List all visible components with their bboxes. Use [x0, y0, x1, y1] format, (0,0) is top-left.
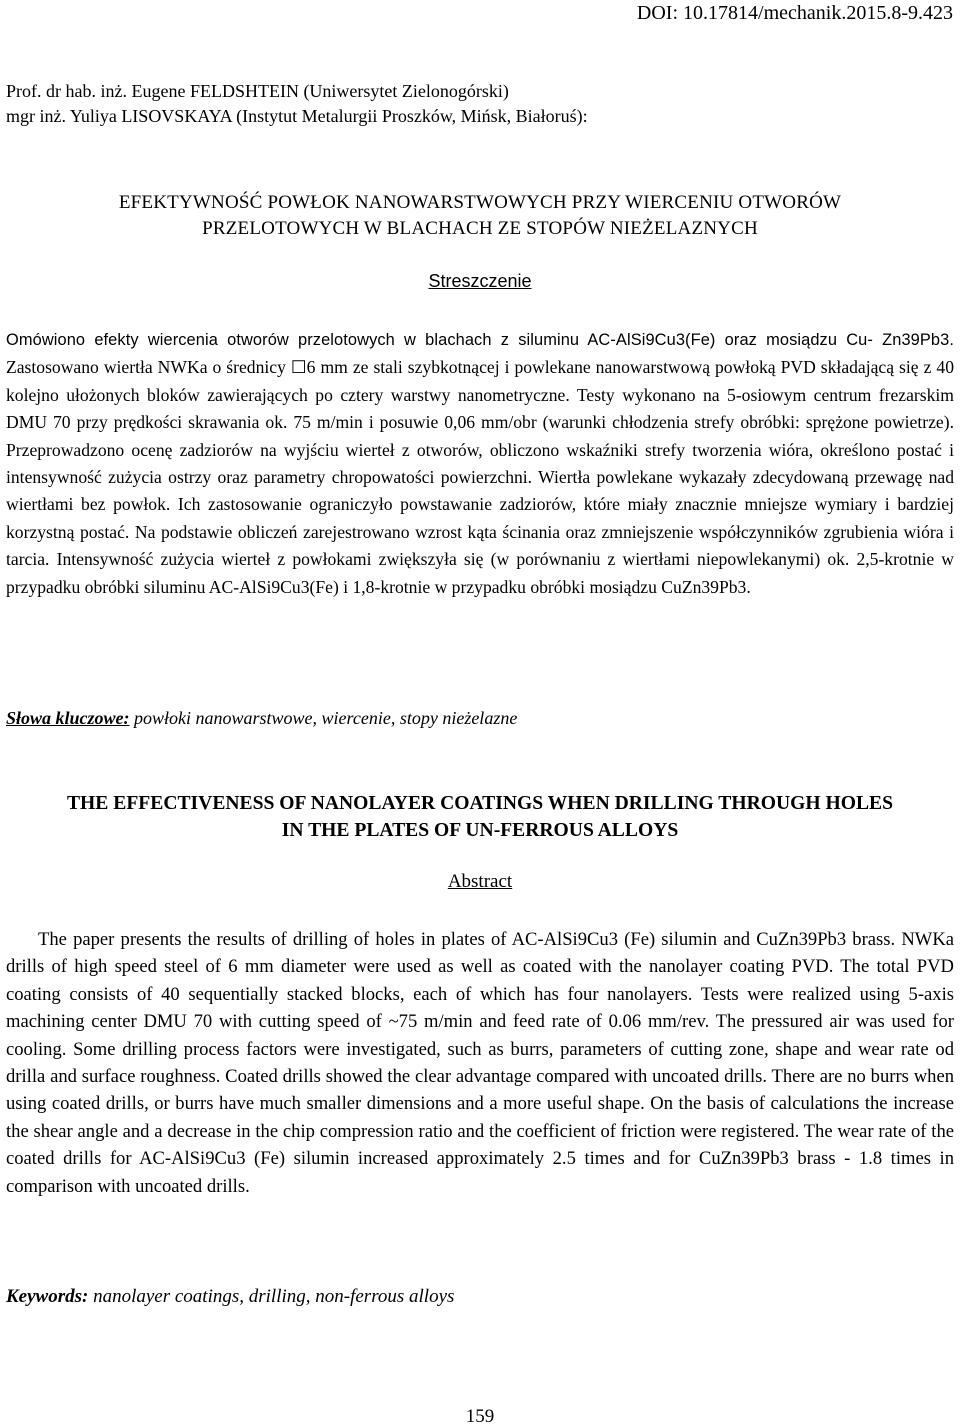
- author-2: mgr inż. Yuliya LISOVSKAYA (Instytut Metalurgii Proszków, Mińsk, Białoruś):: [6, 106, 588, 126]
- english-title-line-2: IN THE PLATES OF UN-FERROUS ALLOYS: [281, 820, 679, 841]
- polish-title-line-2: PRZELOTOWYCH W BLACHACH ZE STOPÓW NIEŻELAZNYCH: [202, 218, 758, 239]
- author-list: [6, 79, 588, 129]
- english-title-line-1: THE EFFECTIVENESS OF NANOLAYER COATINGS WHEN DRILLING THROUGH HOLES: [66, 793, 894, 814]
- polish-abstract-heading: Streszczenie: [428, 271, 532, 291]
- english-title: [0, 790, 960, 844]
- polish-title: [0, 190, 960, 242]
- page-number: 159: [465, 1406, 495, 1427]
- polish-keywords: [6, 708, 517, 729]
- polish-title-line-1: EFEKTYWNOŚĆ POWŁOK NANOWARSTWOWYCH PRZY WIERCENIU OTWORÓW: [118, 192, 842, 213]
- polish-abstract-part-2: Zastosowano wiertła NWKa o średnicy ☐​6 mm ze stali szybkotnącej i powlekane nanowarstwową powłoką PVD składającą się z 40 kolejno ułożonych bloków zawierających po cztery warstwy nanometryczne. Testy wykonano na 5-osiowym centrum frezarskim DMU 70 przy prędkości skrawania ok. 75 m/min i posuwie 0,06 mm/obr (warunki chłodzenia strefy obróbki: sprężone powietrze). Przeprowadzono ocenę zadziorów na wyjściu wierteł z otworów, obliczono wskaźniki strefy tworzenia wióra, określono postać i intensywność zużycia ostrzy oraz parametry chropowatości powierzchni. Wiertła powlekane wykazały zdecydowaną przewagę nad wiertłami bez powłok. Ich zastosowanie ograniczyło powstawanie zadziorów, które miały znacznie mniejsze wymiary i bardziej korzystną postać. Na podstawie obliczeń zarejestrowano wzrost kąta ścinania oraz zmniejszenie współczynników zgrubienia wióra i tarcia. Intensywność zużycia wierteł z powłokami zwiększyła się (w porównaniu z wiertłami niepowlekanymi) ok. 2,5-krotnie w przypadku obróbki siluminu AC-AlSi9Cu3(Fe) i 1,8-krotnie w przypadku obróbki mosiądzu CuZn39Pb3.: [6, 357, 954, 597]
- doi-header: DOI: 10.17814/mechanik.2015.8-9.423: [636, 2, 953, 24]
- polish-keywords-label: Słowa kluczowe:: [6, 708, 130, 728]
- polish-keywords-value: powłoki nanowarstwowe, wiercenie, stopy nieżelazne: [129, 708, 518, 728]
- polish-abstract-part-1: Omówiono efekty wiercenia otworów przelotowych w blachach z siluminu AC-AlSi9Cu3(Fe) oraz mosiądzu Cu- Zn39Pb3.: [6, 331, 954, 349]
- english-keywords-value: nanolayer coatings, drilling, non-ferrous alloys: [88, 1286, 455, 1307]
- polish-abstract: [6, 326, 954, 601]
- author-1: Prof. dr hab. inż. Eugene FELDSHTEIN (Uniwersytet Zielonogórski): [6, 81, 509, 101]
- english-abstract-heading: Abstract: [447, 871, 513, 892]
- english-keywords-label: Keywords:: [6, 1286, 89, 1307]
- english-abstract: The paper presents the results of drilling of holes in plates of AC-AlSi9Cu3 (Fe) silumin and CuZn39Pb3 brass. NWKa drills of high speed steel of 6 mm diameter were used as well as coated with the nanolayer coating PVD. The total PVD coating consists of 40 sequentially stacked blocks, each of which has four nanolayers. Tests were realized using 5-axis machining center DMU 70 with cutting speed of ~75 m/min and feed rate of 0.06 mm/rev. The pressured air was used for cooling. Some drilling process factors were investigated, such as burrs, parameters of cutting zone, shape and wear rate od drilla and surface roughness. Coated drills showed the clear advantage compared with uncoated drills. There are no burrs when using coated drills, or burrs have much smaller dimensions and a more useful shape. On the basis of calculations the increase the shear angle and a decrease in the chip compression ratio and the coefficient of friction were registered. The wear rate of the coated drills for AC-AlSi9Cu3 (Fe) silumin increased approximately 2.5 times and for CuZn39Pb3 brass - 1.8 times in comparison with uncoated drills.: [6, 929, 954, 1197]
- english-keywords: [6, 1286, 454, 1308]
